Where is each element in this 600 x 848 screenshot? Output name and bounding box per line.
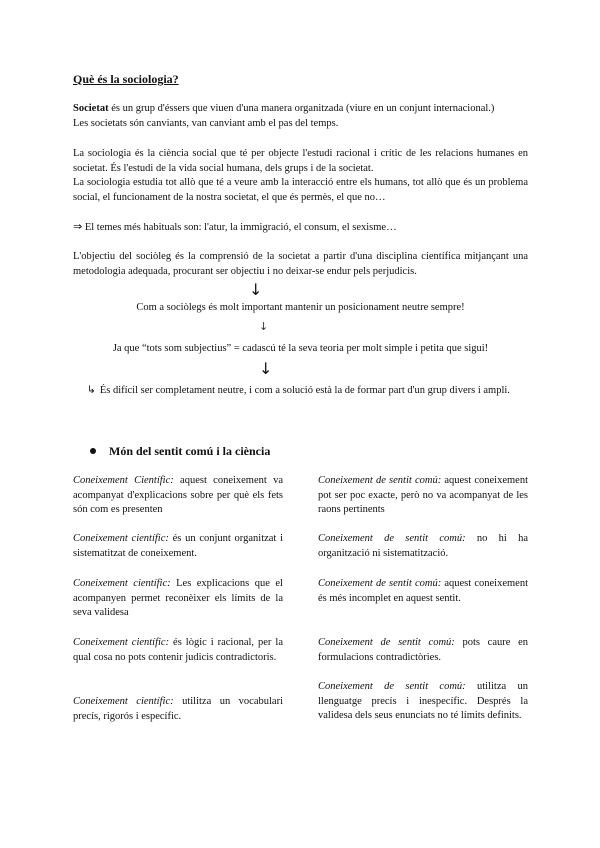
item-label: Coneixement científic: xyxy=(73,533,169,544)
return-arrow-icon: ↳ xyxy=(87,384,96,396)
science-item xyxy=(73,695,283,724)
item-text: aquest coneixement pot ser poc exacte, però no va acompanyat de les raons pertinents xyxy=(318,475,528,515)
societat-term: Societat xyxy=(73,103,109,114)
science-item xyxy=(73,577,283,621)
temes-text: El temes més habituals son: l'atur, la immigració, el consum, el sexisme… xyxy=(84,222,397,233)
item-text: aquest coneixement és més incomplet en aquest sentit. xyxy=(318,578,528,604)
implies-arrow-icon: ⇒ xyxy=(73,220,83,233)
common-sense-item xyxy=(318,577,528,606)
objectiu-paragraph: L'objectiu del sociòleg és la comprensió de la societat a partir d'una disciplina científica mitjançant una metodologia adequada, procurant ser objectiu i no deixar-se endur pels perjudicis. xyxy=(73,251,528,277)
item-label: Coneixement científic: xyxy=(73,696,174,707)
item-label: Coneixement de sentit comú: xyxy=(318,578,442,589)
item-text: és un conjunt organitzat i sistematitzat de coneixement. xyxy=(73,533,283,559)
item-label: Coneixement de sentit comú: xyxy=(318,637,455,648)
item-label: Coneixement Científic: xyxy=(73,475,174,486)
item-text: pots caure en formulacions contradictòries. xyxy=(318,637,528,663)
item-label: Coneixement de sentit comú: xyxy=(318,475,442,486)
page-title: Què és la sociologia? xyxy=(73,72,179,86)
down-arrow-icon: ↓ xyxy=(249,280,263,299)
down-arrow-icon: ↓ xyxy=(259,359,273,378)
item-text: no hi ha organització ni sistematització. xyxy=(318,533,528,559)
section-heading xyxy=(90,444,270,459)
subjectius-text: Ja que “tots som subjectius” = cadascú té la seva teoria per molt simple i petita que sigui! xyxy=(112,343,489,354)
conclusion-text: És difícil ser completament neutre, i com a solució està la de formar part d'un grup divers i ampli. xyxy=(99,385,510,396)
neutral-position-text: Com a sociòlegs és molt important mantenir un posicionament neutre sempre! xyxy=(136,302,465,313)
temes-line xyxy=(73,220,528,236)
societat-change-text: Les societats són canviants, van canviant amb el pas del temps. xyxy=(73,117,339,129)
item-label: Coneixement científic: xyxy=(73,578,171,589)
common-sense-item xyxy=(318,474,528,518)
item-text: utilitza un llenguatge precís i inespecífic. Després la validesa dels seus enunciats no té límits definits. xyxy=(318,681,528,721)
item-text: Les explicacions que el acompanyen permet reconèixer els límits de la seva validesa xyxy=(73,578,283,618)
societat-definition-text: és un grup d'éssers que viuen d'una manera organitzada (viure en un conjunt internacional.) xyxy=(108,103,495,114)
science-item xyxy=(73,474,283,518)
common-sense-item xyxy=(318,680,528,724)
item-text: aquest coneixement va acompanyat d'explicacions sobre per què els fets són com es presenten xyxy=(73,475,283,515)
science-item xyxy=(73,532,283,561)
sociologia-p2: La sociologia estudia tot allò que té a veure amb la interacció entre els humans, tot allò que és un problema social, el funcionament de la nostra societat, el que és permès, el que no… xyxy=(73,177,528,203)
common-sense-item xyxy=(318,636,528,665)
item-label: Coneixement científic: xyxy=(73,637,170,648)
sociologia-p1: La sociologia és la ciència social que té per objecte l'estudi racional i crític de les relacions humanes en societat. És l'estudi de la vida social humana, dels grups i de la societat. xyxy=(73,148,528,174)
down-arrow-small-icon: ↓ xyxy=(259,320,269,333)
common-sense-item xyxy=(318,532,528,561)
section-heading-text: Món del sentit comú i la ciència xyxy=(109,444,271,458)
item-label: Coneixement de sentit comú: xyxy=(318,681,466,692)
societat-definition xyxy=(73,102,528,131)
sociologia-definition xyxy=(73,147,528,205)
item-text: utilitza un vocabulari precís, rigorós i específic. xyxy=(73,696,283,722)
bullet-icon xyxy=(90,448,96,454)
item-text: és lògic i racional, per la qual cosa no pots contenir judicis contradictoris. xyxy=(73,637,283,663)
science-item xyxy=(73,636,283,665)
conclusion-paragraph xyxy=(73,383,528,399)
item-label: Coneixement de sentit comú: xyxy=(318,533,466,544)
